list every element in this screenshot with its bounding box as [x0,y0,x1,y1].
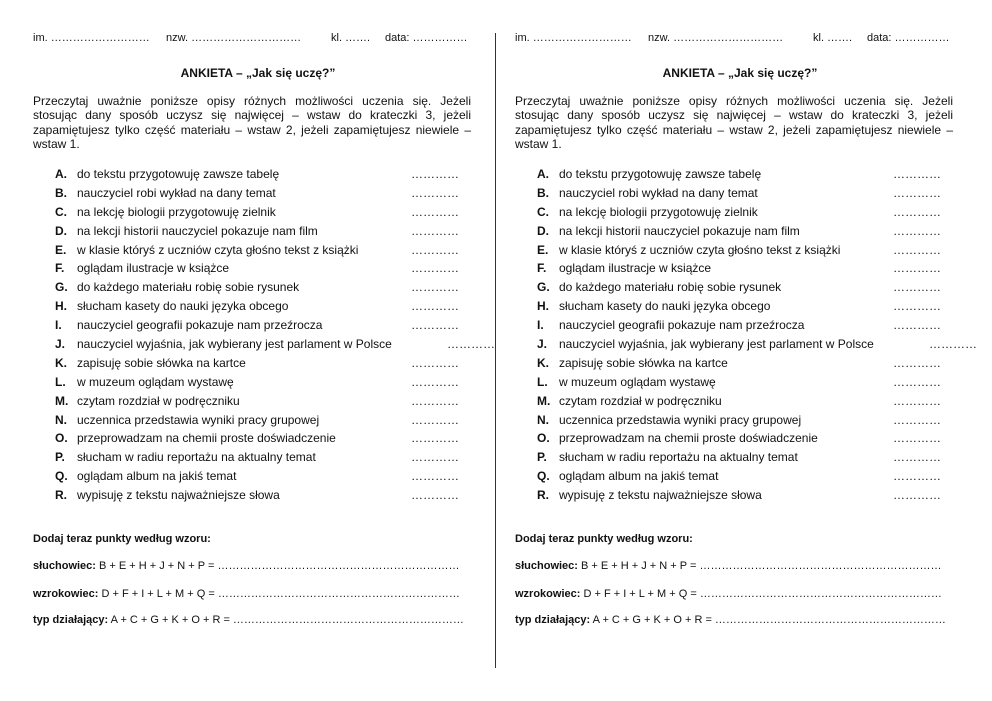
list-item [55,224,475,243]
item-letter: C. [537,204,549,219]
summary-label: słuchowiec: [33,560,96,572]
item-letter: O. [537,431,550,446]
item-letter: G. [537,280,550,295]
list-item [55,299,475,318]
item-text: zapisuję sobie słówka na kartce [77,355,246,370]
item-text: zapisuję sobie słówka na kartce [559,355,728,370]
answer-blank: ………… [893,412,941,427]
item-letter: L. [537,374,548,389]
item-text: w muzeum oglądam wystawę [77,374,234,389]
answer-blank: ………… [893,299,941,314]
item-letter: F. [537,261,547,276]
item-text: w klasie któryś z uczniów czyta głośno tekst z książki [559,242,841,257]
list-item [537,431,957,450]
answer-blank: ………… [411,393,459,408]
answer-blank: ………… [893,374,941,389]
item-text: nauczyciel geografii pokazuje nam przeźrocza [559,318,805,333]
item-list [537,167,977,507]
item-text: w klasie któryś z uczniów czyta głośno tekst z książki [77,242,359,257]
answer-blank: ………… [411,450,459,465]
list-item [537,299,957,318]
item-letter: P. [537,450,547,465]
list-item [537,280,957,299]
answer-blank: ………… [411,469,459,484]
item-text: słucham w radiu reportażu na aktualny temat [559,450,798,465]
item-letter: B. [55,185,67,200]
list-item [537,469,957,488]
list-item [55,167,475,186]
answer-blank: ………… [893,393,941,408]
survey-sheet-right [515,0,977,701]
page-divider [495,33,496,668]
item-letter: J. [537,337,548,352]
list-item [55,205,475,224]
answer-blank: ………… [411,242,459,257]
item-text: słucham kasety do nauki języka obcego [559,299,771,314]
item-text: oglądam ilustracje w książce [77,261,230,276]
item-letter: I. [537,318,544,333]
item-list [55,167,495,507]
item-text: do tekstu przygotowuję zawsze tabelę [77,167,280,181]
item-letter: H. [55,299,67,314]
item-text: czytam rozdział w podręczniku [559,393,722,408]
summary-line-kinesthetic [515,614,946,626]
summary-label: wzrokowiec: [33,588,99,600]
survey-title: ANKIETA – „Jak się uczę?” [180,66,336,80]
item-letter: O. [55,431,68,446]
item-letter: D. [537,223,549,238]
list-item [537,450,957,469]
item-text: na lekcji historii nauczyciel pokazuje nam film [559,223,800,238]
item-text: uczennica przedstawia wyniki pracy grupowej [559,412,802,427]
item-text: nauczyciel geografii pokazuje nam przeźrocza [77,318,323,333]
list-item [537,318,957,337]
answer-blank: ………… [893,167,941,181]
answer-blank: ………… [411,185,459,200]
list-item [55,243,475,262]
list-item [537,488,957,507]
item-text: słucham w radiu reportażu na aktualny temat [77,450,316,465]
date-field: data: …………… [867,32,950,44]
list-item [55,450,475,469]
item-letter: R. [537,488,549,503]
answer-blank: ………… [893,242,941,257]
answer-blank: ………… [929,337,977,352]
item-letter: A. [55,167,67,181]
list-item [55,469,475,488]
item-letter: E. [55,242,67,257]
summary-line-auditory [33,560,459,572]
list-item [55,488,475,507]
summary-formula: B + E + H + J + N + P = ………………………………………………………… [577,560,942,572]
answer-blank: ………… [411,488,459,503]
list-item [537,167,957,186]
item-text: wypisuję z tekstu najważniejsze słowa [559,488,762,503]
answer-blank: ………… [893,469,941,484]
summary-label: słuchowiec: [515,560,578,572]
item-text: do tekstu przygotowuję zawsze tabelę [559,167,762,181]
item-letter: K. [55,355,67,370]
instructions: Przeczytaj uważnie poniższe opisy różnych możliwości uczenia się. Jeżeli stosując dany sposób uczysz się najwięcej – wstaw do krateczki 3, jeżeli zapamiętujesz tylko część materiału – wstaw 2, jeżeli zapamiętujesz niewiele – wstaw 1. [33,94,471,151]
answer-blank: ………… [411,374,459,389]
item-text: do każdego materiału robię sobie rysunek [559,280,782,295]
item-text: na lekcję biologii przygotowuję zielnik [559,204,758,219]
item-letter: F. [55,261,65,276]
answer-blank: ………… [893,431,941,446]
answer-blank: ………… [411,355,459,370]
class-field: kl. ……. [813,32,853,44]
summary-formula: B + E + H + J + N + P = ………………………………………………………… [95,560,460,572]
class-field: kl. ……. [331,32,371,44]
list-item [537,375,957,394]
item-letter: B. [537,185,549,200]
item-letter: D. [55,223,67,238]
list-item [55,394,475,413]
list-item [55,261,475,280]
list-item [537,413,957,432]
item-letter: N. [55,412,67,427]
list-item [537,337,977,356]
item-text: w muzeum oglądam wystawę [559,374,716,389]
list-item [55,337,495,356]
answer-blank: ………… [411,299,459,314]
answer-blank: ………… [447,337,495,352]
answer-blank: ………… [411,412,459,427]
instructions: Przeczytaj uważnie poniższe opisy różnych możliwości uczenia się. Jeżeli stosując dany sposób uczysz się najwięcej – wstaw do krateczki 3, jeżeli zapamiętujesz tylko część materiału – wstaw 2, jeżeli zapamiętujesz niewiele – wstaw 1. [515,94,953,151]
name-field: im. ……………………… [33,32,150,44]
summary-label: typ działający: [515,614,591,626]
summary-line-visual [515,588,942,600]
item-letter: M. [55,393,69,408]
answer-blank: ………… [893,185,941,200]
item-letter: P. [55,450,65,465]
item-text: oglądam album na jakiś temat [559,469,719,484]
item-text: na lekcję biologii przygotowuję zielnik [77,204,276,219]
summary-line-visual [33,588,460,600]
list-item [537,261,957,280]
item-letter: I. [55,318,62,333]
surname-field: nzw. ………………………… [648,32,784,44]
item-letter: C. [55,204,67,219]
item-text: do każdego materiału robię sobie rysunek [77,280,300,295]
answer-blank: ………… [893,261,941,276]
answer-blank: ………… [893,280,941,295]
summary-line-auditory [515,560,941,572]
list-item [537,186,957,205]
answer-blank: ………… [893,223,941,238]
answer-blank: ………… [893,204,941,219]
name-field: im. ……………………… [515,32,632,44]
answer-blank: ………… [893,355,941,370]
item-letter: E. [537,242,549,257]
answer-blank: ………… [893,450,941,465]
surname-field: nzw. ………………………… [166,32,302,44]
item-text: nauczyciel robi wykład na dany temat [559,185,758,200]
list-item [55,375,475,394]
summary-formula: A + C + G + K + O + R = ……………………………………………………… [590,614,946,626]
item-letter: M. [537,393,551,408]
list-item [55,318,475,337]
answer-blank: ………… [411,223,459,238]
answer-blank: ………… [893,488,941,503]
list-item [537,243,957,262]
item-text: przeprowadzam na chemii proste doświadczenie [77,431,336,446]
summary-formula: D + F + I + L + M + Q = ………………………………………………………… [98,588,460,600]
item-text: nauczyciel robi wykład na dany temat [77,185,276,200]
list-item [537,205,957,224]
answer-blank: ………… [411,431,459,446]
survey-title: ANKIETA – „Jak się uczę?” [662,66,818,80]
list-item [537,224,957,243]
item-text: nauczyciel wyjaśnia, jak wybierany jest parlament w Polsce [559,337,874,352]
list-item [55,356,475,375]
item-text: oglądam album na jakiś temat [77,469,237,484]
answer-blank: ………… [411,318,459,333]
item-letter: R. [55,488,67,503]
summary-title: Dodaj teraz punkty według wzoru: [33,533,211,545]
summary-title: Dodaj teraz punkty według wzoru: [515,533,693,545]
item-letter: K. [537,355,549,370]
list-item [55,413,475,432]
date-field: data: …………… [385,32,468,44]
item-text: nauczyciel wyjaśnia, jak wybierany jest parlament w Polsce [77,337,392,352]
list-item [55,186,475,205]
item-text: oglądam ilustracje w książce [559,261,712,276]
list-item [55,280,475,299]
item-text: uczennica przedstawia wyniki pracy grupowej [77,412,320,427]
answer-blank: ………… [411,204,459,219]
item-text: na lekcji historii nauczyciel pokazuje nam film [77,223,318,238]
answer-blank: ………… [893,318,941,333]
survey-sheet-left [33,0,495,701]
answer-blank: ………… [411,261,459,276]
item-letter: G. [55,280,68,295]
summary-formula: A + C + G + K + O + R = ……………………………………………………… [108,614,464,626]
list-item [537,356,957,375]
summary-formula: D + F + I + L + M + Q = ………………………………………………………… [580,588,942,600]
summary-label: typ działający: [33,614,109,626]
list-item [55,431,475,450]
item-letter: Q. [55,469,68,484]
item-letter: L. [55,374,66,389]
item-text: przeprowadzam na chemii proste doświadczenie [559,431,818,446]
item-text: słucham kasety do nauki języka obcego [77,299,289,314]
item-letter: A. [537,167,549,181]
item-letter: J. [55,337,66,352]
answer-blank: ………… [411,280,459,295]
item-text: wypisuję z tekstu najważniejsze słowa [77,488,280,503]
summary-label: wzrokowiec: [515,588,581,600]
item-letter: N. [537,412,549,427]
list-item [537,394,957,413]
summary-line-kinesthetic [33,614,464,626]
answer-blank: ………… [411,167,459,181]
item-text: czytam rozdział w podręczniku [77,393,240,408]
item-letter: Q. [537,469,550,484]
item-letter: H. [537,299,549,314]
